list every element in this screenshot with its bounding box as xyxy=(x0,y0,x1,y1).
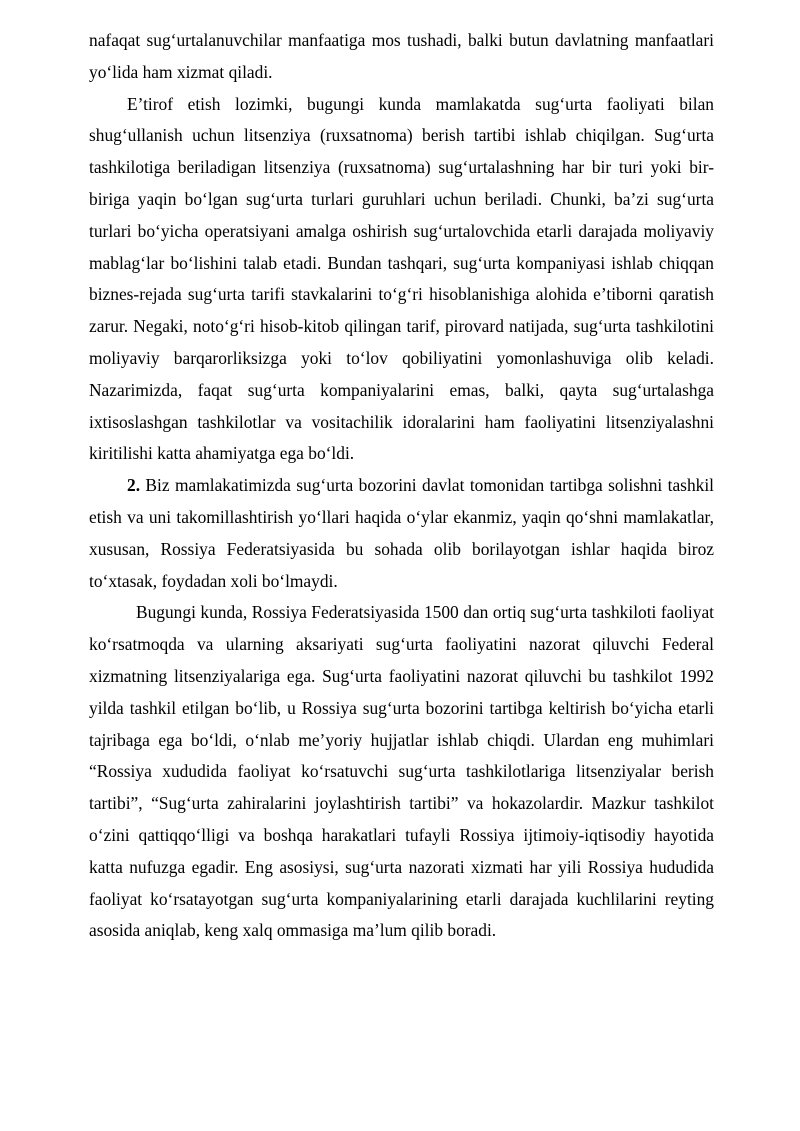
paragraph-russia xyxy=(89,597,714,947)
paragraph-text: Bugungi kunda, Rossiya Federatsiyasida 1500 dan ortiq sug‘urta tashkiloti faoliyat ko‘rsatmoqda va ularning aksariyati sug‘urta faoliyatini nazorat qiluvchi Federal xizmatning litsenziyalariga ega. Sug‘urta faoliyatini nazorat qiluvchi bu tashkilot 1992 yilda tashkil etilgan bo‘lib, u Rossiya sug‘urta bozorini tartibga keltirish bo‘yicha etarli tajribaga ega bo‘ldi, o‘nlab me’yoriy hujjatlar ishlab chiqdi. Ulardan eng muhimlari “Rossiya xududida faoliyat ko‘rsatuvchi sug‘urta tashkilotlariga litsenziyalar berish tartibi”, “Sug‘urta zahiralarini joylashtirish tartibi” va hokazolardir. Mazkur tashkilot o‘zini qattiqqo‘lligi va boshqa harakatlari tufayli Rossiya ijtimoiy-iqtisodiy hayotida katta nufuzga egadir. Eng asosiysi, sug‘urta nazorati xizmati har yili Rossiya hududida faoliyat ko‘rsatayotgan sug‘urta kompaniyalarining etarli darajada kuchlilarini reyting asosida aniqlab, keng xalq ommasiga ma’lum qilib boradi. xyxy=(89,602,714,941)
document-page xyxy=(89,25,714,947)
section-number: 2. xyxy=(127,475,141,496)
paragraph-continuation xyxy=(89,25,714,89)
paragraph-licensing xyxy=(89,89,714,471)
paragraph-text: nafaqat sug‘urtalanuvchilar manfaatiga mos tushadi, balki butun davlatning manfaatlari yo‘lida ham xizmat qiladi. xyxy=(89,30,714,82)
paragraph-text: Biz mamlakatimizda sug‘urta bozorini davlat tomonidan tartibga solishni tashkil etish va uni takomillashtirish yo‘llari haqida o‘ylar ekanmiz, yaqin qo‘shni mamlakatlar, xususan, Rossiya Federatsiyasida bu sohada olib borilayotgan ishlar haqida biroz to‘xtasak, foydadan xoli bo‘lmaydi. xyxy=(89,475,714,591)
paragraph-text: E’tirof etish lozimki, bugungi kunda mamlakatda sug‘urta faoliyati bilan shug‘ullanish uchun litsenziya (ruxsatnoma) berish tartibi ishlab chiqilgan. Sug‘urta tashkilotiga beriladigan litsenziya (ruxsatnoma) sug‘urtalashning har bir turi yoki bir-biriga yaqin bo‘lgan sug‘urta turlari guruhlari uchun beriladi. Chunki, ba’zi sug‘urta turlari bo‘yicha operatsiyani amalga oshirish sug‘urtalovchida etarli darajada moliyaviy mablag‘lar bo‘lishini talab etadi. Bundan tashqari, sug‘urta kompaniyasi ishlab chiqqan biznes-rejada sug‘urta tarifi stavkalarini to‘g‘ri hisoblanishiga alohida e’tiborni qaratish zarur. Negaki, noto‘g‘ri hisob-kitob qilingan tarif, pirovard natijada, sug‘urta tashkilotini moliyaviy barqarorliksizga yoki to‘lov qobiliyatini yomonlashuviga olib keladi. Nazarimizda, faqat sug‘urta kompaniyalarini emas, balki, qayta sug‘urtalashga ixtisoslashgan tashkilotlar va vositachilik idoralarini ham faoliyatini litsenziyalashni kiritilishi katta ahamiyatga ega bo‘ldi. xyxy=(89,93,714,464)
paragraph-section-2 xyxy=(89,470,714,597)
